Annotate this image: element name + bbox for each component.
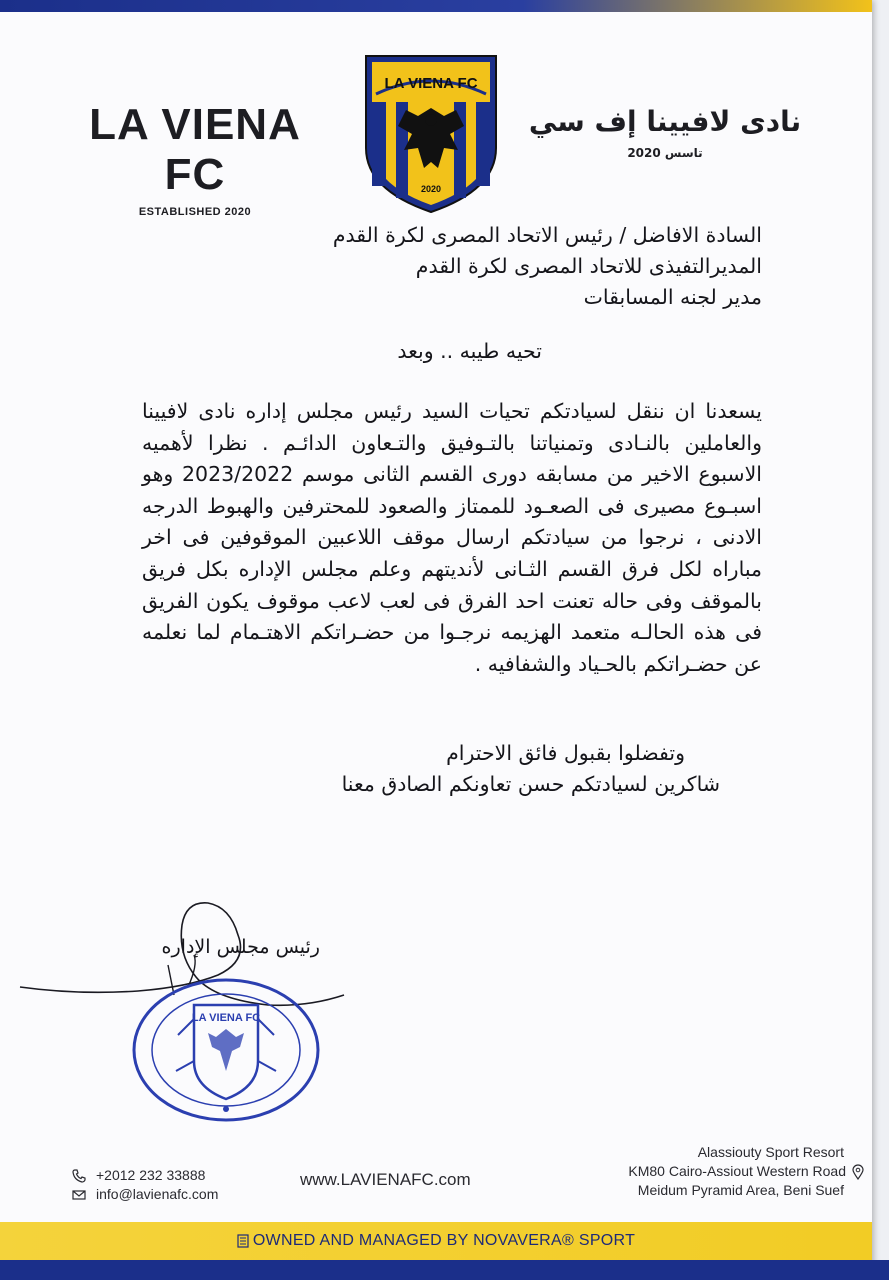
club-crest-logo [358, 50, 504, 216]
phone-row [72, 1166, 218, 1185]
address-line-text: KM80 Cairo-Assiout Western Road [628, 1163, 846, 1179]
address-line [628, 1181, 844, 1200]
addressee-line: مدير لجنه المسابقات [583, 285, 762, 309]
address-line [628, 1162, 844, 1181]
top-stripe [0, 0, 872, 12]
owned-by-text: OWNED AND MANAGED BY NOVAVERA® SPORT [252, 1232, 636, 1249]
bottom-stripe [0, 1260, 889, 1280]
location-pin-icon [852, 1164, 864, 1180]
phone-number: +2012 232 33888 [96, 1167, 206, 1183]
email-row [72, 1185, 218, 1204]
website-url: www.LAVIENAFC.com [300, 1170, 471, 1189]
greeting-text: تحيه طيبه .. وبعد [397, 339, 542, 363]
closing-line: وتفضلوا بقبول فائق الاحترام [446, 741, 685, 766]
address-line-text: Meidum Pyramid Area, Beni Suef [637, 1182, 844, 1198]
established-en: ESTABLISHED 2020 [138, 206, 252, 218]
crest-year: 2020 [420, 184, 442, 194]
owned-by-bar [0, 1222, 872, 1260]
club-address [628, 1143, 844, 1200]
established-ar: تاسس 2020 [627, 146, 703, 160]
stamp-text: LA VIENA FC [191, 1012, 261, 1024]
contact-info [72, 1166, 218, 1204]
address-line-text: Alassiouty Sport Resort [697, 1144, 844, 1160]
brand-name-en: LA VIENA FC [89, 100, 301, 199]
building-icon [237, 1234, 249, 1248]
brand-en-block [70, 100, 320, 218]
letter-body [102, 220, 762, 800]
brand-ar-block [520, 100, 810, 160]
closing-line: شاكرين لسيادتكم حسن تعاونكم الصادق معنا [341, 772, 720, 797]
crest-title: LA VIENA FC [384, 75, 478, 92]
body-paragraph: يسعدنا ان ننقل لسيادتكم تحيات السيد رئيس مجلس إداره نادى لافيينا والعاملين بالنـادى وتمنياتنا بالتـوفيق والتـعاون الدائـم . نظرا لأهميه الاسبوع الاخير من مسابقه دورى القسم الثانى موسم 2023/2022 وهو اسبـوع مصيرى فى الصعـود للممتاز والصعود للمحترفين والهبوط الدرجه الادنى ، نرجوا من سيادتكم ارسال موقف اللاعبين الموقوفين فى اخر مباراه لكل فرق القسم الثـانى لأنديتهم وعلم مجلس الإداره بكل فريق بالموقف وفى حاله تعنت احد الفرق فى لعب لاعب موقوف يكون الفريق فى هذه الحالـه متعمد الهزيمه نرجـوا من حضـراتكم الاهتـمام لما نعلمه عن حضـراتكم بالحـياد والشفافيه . [142, 399, 762, 676]
addressee-line: السادة الافاضل / رئيس الاتحاد المصرى لكرة القدم [332, 223, 762, 247]
addressee-block [102, 220, 762, 313]
addressee-line: المديرالتفيذى للاتحاد المصرى لكرة القدم [415, 254, 762, 278]
brand-name-ar: نادى لافيينا إف سي [528, 105, 802, 138]
signature-title: رئيس مجلس الإداره [161, 936, 320, 958]
mail-icon [72, 1188, 86, 1202]
email-address: info@lavienafc.com [96, 1186, 219, 1202]
club-stamp [128, 975, 324, 1125]
greeting [102, 336, 762, 366]
phone-icon [72, 1169, 86, 1183]
closing-block [102, 738, 762, 800]
address-line [628, 1143, 844, 1162]
